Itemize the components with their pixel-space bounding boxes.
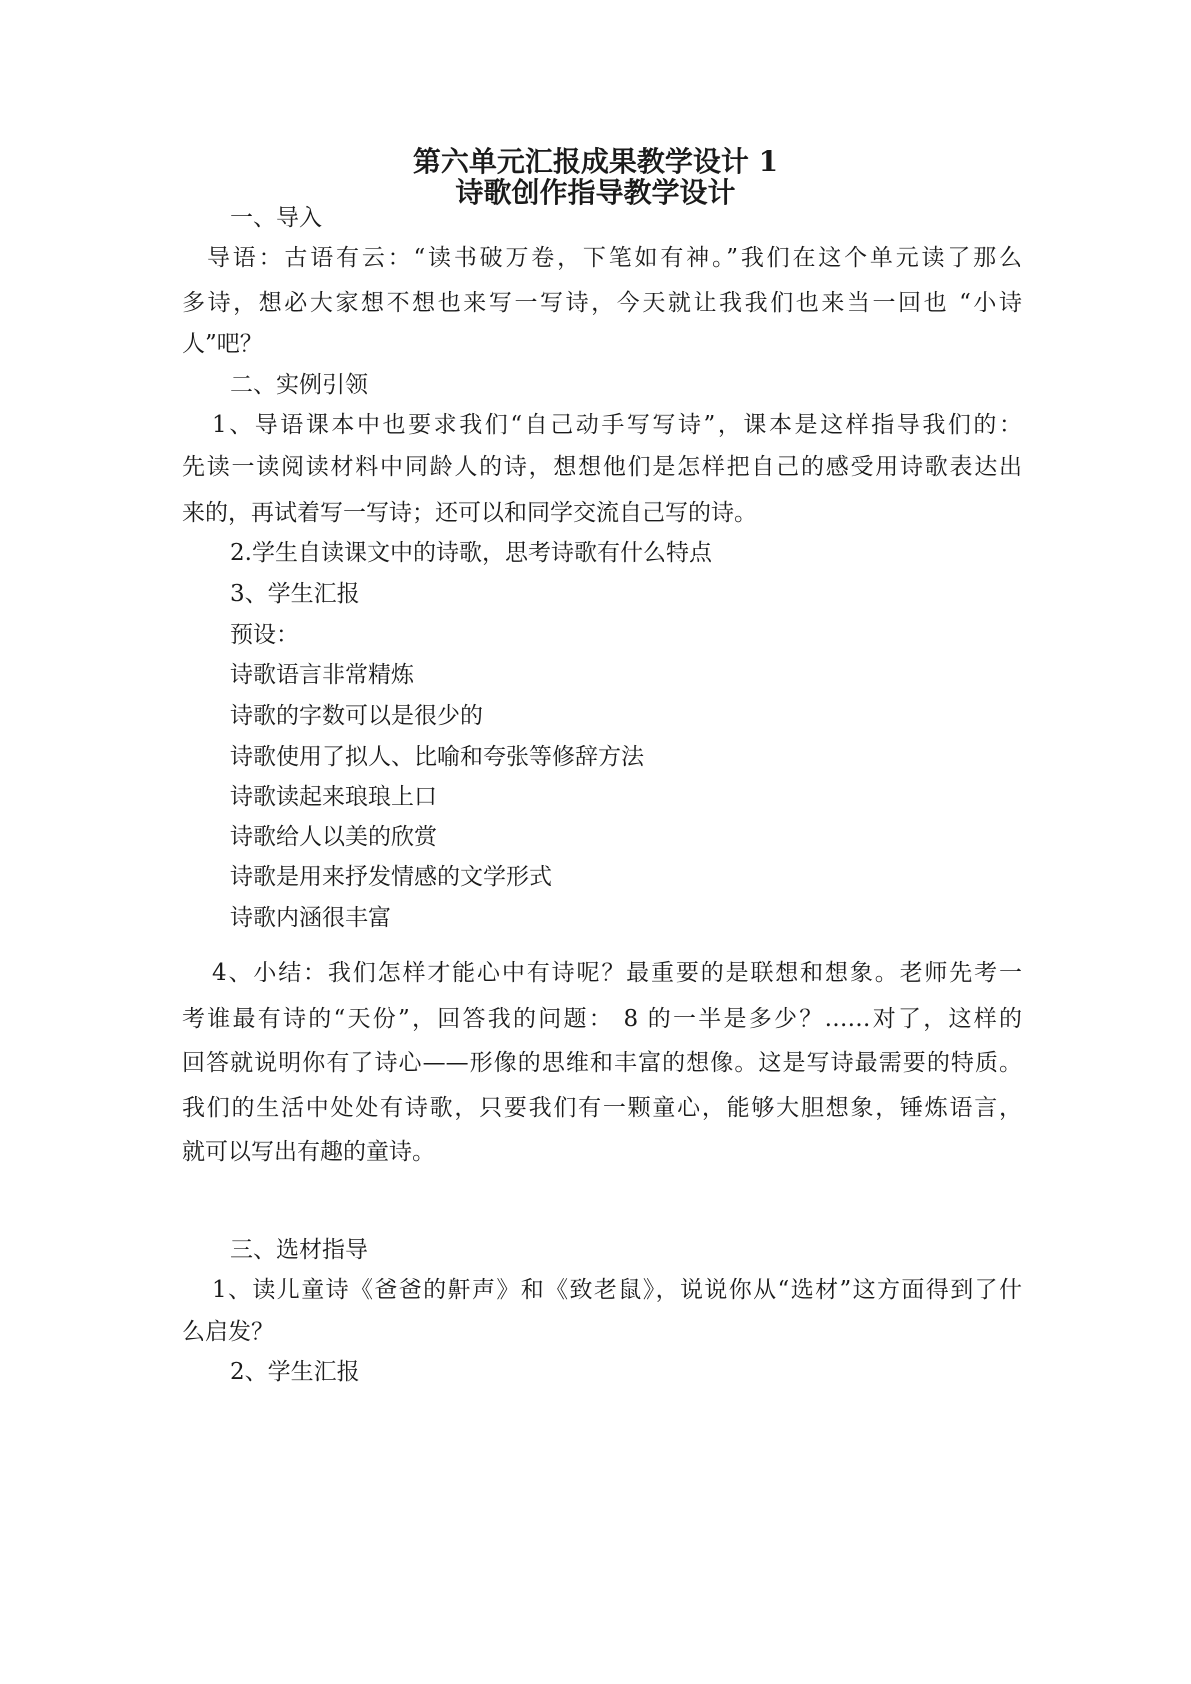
paragraph-line: 导语：古语有云：“读书破万卷，下笔如有神。”我们在这个单元读了那么 xyxy=(207,245,1022,271)
paragraph-line: 就可以写出有趣的童诗。 xyxy=(182,1139,435,1165)
paragraph-line: 2.学生自读课文中的诗歌，思考诗歌有什么特点 xyxy=(230,540,712,566)
paragraph-line: 么启发？ xyxy=(182,1319,274,1345)
list-item: 诗歌语言非常精炼 xyxy=(230,662,414,688)
paragraph-line: 人”吧？ xyxy=(182,331,263,357)
paragraph-line: 考谁最有诗的“天份”，回答我的问题： 8 的一半是多少？……对了，这样的 xyxy=(182,1006,1022,1032)
list-item: 诗歌的字数可以是很少的 xyxy=(230,703,483,729)
paragraph-line: 先读一读阅读材料中同龄人的诗，想想他们是怎样把自己的感受用诗歌表达出 xyxy=(182,454,1022,480)
list-item: 诗歌给人以美的欣赏 xyxy=(230,824,437,850)
list-item: 诗歌读起来琅琅上口 xyxy=(230,784,437,810)
paragraph-line: 3、学生汇报 xyxy=(230,581,360,607)
paragraph-line: 4、小结：我们怎样才能心中有诗呢？最重要的是联想和想象。老师先考一 xyxy=(212,960,1022,986)
paragraph-line: 1、导语课本中也要求我们“自己动手写写诗”，课本是这样指导我们的： xyxy=(212,412,1022,438)
paragraph-line: 多诗，想必大家想不想也来写一写诗，今天就让我我们也来当一回也 “小诗 xyxy=(182,290,1022,316)
paragraph-line: 我们的生活中处处有诗歌，只要我们有一颗童心，能够大胆想象，锤炼语言， xyxy=(182,1095,1022,1121)
paragraph-line: 2、学生汇报 xyxy=(230,1359,360,1385)
list-item: 诗歌是用来抒发情感的文学形式 xyxy=(230,864,552,890)
paragraph-line: 回答就说明你有了诗心——形像的思维和丰富的想像。这是写诗最需要的特质。 xyxy=(182,1050,1022,1076)
paragraph-line: 1、读儿童诗《爸爸的鼾声》和《致老鼠》，说说你从“选材”这方面得到了什 xyxy=(212,1277,1022,1303)
document-subtitle: 诗歌创作指导教学设计 xyxy=(455,176,736,209)
section-heading-intro: 一、导入 xyxy=(230,205,322,231)
document-title: 第六单元汇报成果教学设计 1 xyxy=(412,145,779,178)
paragraph-line: 预设： xyxy=(230,622,299,648)
section-heading-material: 三、选材指导 xyxy=(230,1237,368,1263)
section-heading-examples: 二、实例引领 xyxy=(230,372,368,398)
list-item: 诗歌内涵很丰富 xyxy=(230,905,391,931)
list-item: 诗歌使用了拟人、比喻和夸张等修辞方法 xyxy=(230,744,644,770)
paragraph-line: 来的，再试着写一写诗；还可以和同学交流自己写的诗。 xyxy=(182,500,757,526)
